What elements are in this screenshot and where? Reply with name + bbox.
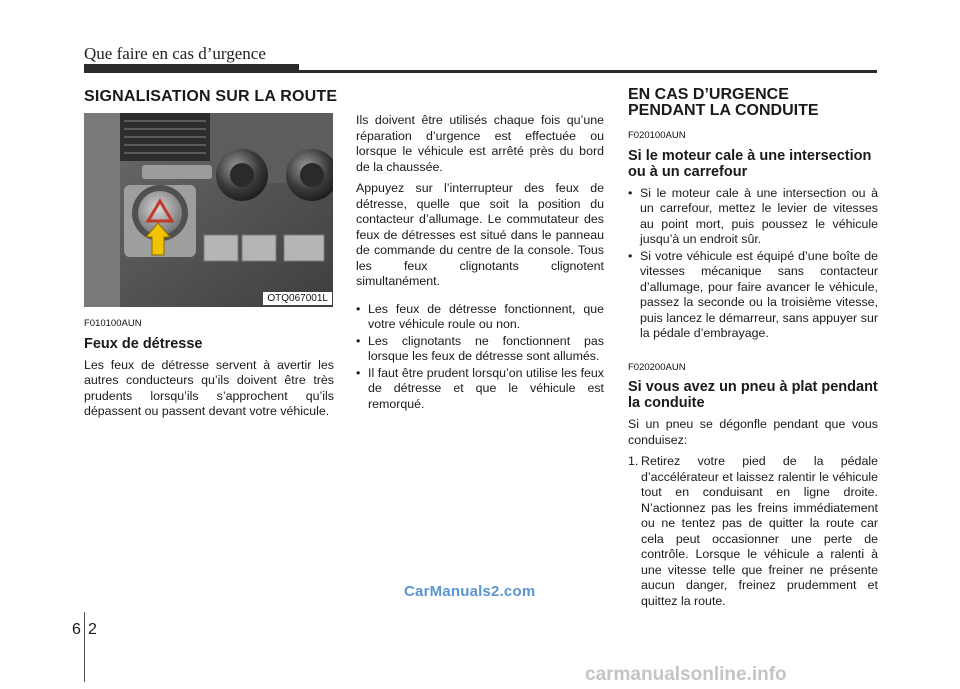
right-column bbox=[628, 128, 878, 615]
watermark-link[interactable]: CarManuals2.com bbox=[404, 583, 536, 600]
bullet-list bbox=[356, 302, 604, 413]
subsection-title: Feux de détresse bbox=[84, 335, 203, 352]
page-section-number: 6 bbox=[72, 621, 81, 638]
footer-watermark: carmanualsonline.info bbox=[585, 664, 787, 685]
photo-caption: OTQ067001L bbox=[263, 292, 332, 305]
list-item: • Si le moteur cale à une intersection ou à un carrefour, mettez le levier de vitesses au point mort, puis poussez le véhicule jusqu’à un endroit sûr. bbox=[628, 185, 878, 246]
dashboard-illustration bbox=[84, 113, 333, 307]
paragraph: Si un pneu se dégonfle pendant que vous conduisez: bbox=[628, 417, 878, 447]
paragraph: Appuyez sur l’interrupteur des feux de détresse, quelle que soit la position du contacteur d’allumage. Le commutateur des feux de détresses est situé dans le panneau de commande du centre de la console. Tous les feux clignotants clignotent simultanément. bbox=[356, 181, 604, 288]
page-number: 2 bbox=[88, 621, 97, 638]
list-item: • Les feux de détresse fonctionnent, que votre véhicule roule ou non. bbox=[356, 301, 604, 331]
section-title-urgence-line2: PENDANT LA CONDUITE bbox=[628, 102, 819, 119]
section-title-urgence bbox=[628, 87, 878, 119]
hazard-switch-photo bbox=[84, 113, 333, 307]
list-item: • Il faut être prudent lorsqu’on utilise les feux de détresse et que le véhicule est remorqué. bbox=[356, 365, 604, 411]
header-rule bbox=[84, 70, 877, 73]
section-title-signalisation: SIGNALISATION SUR LA ROUTE bbox=[84, 88, 338, 105]
list-item: • Si votre véhicule est équipé d’une boîte de vitesses mécanique sans contacteur d’allumage, pour faire avancer le véhicule, passez la seconde ou la troisième vitesse, puis lancez le démarreur, sans appuyer sur la pédale d’embrayage. bbox=[628, 248, 878, 340]
subsection-title: Si vous avez un pneu à plat pendant la conduite bbox=[628, 379, 878, 411]
running-header: Que faire en cas d’urgence bbox=[84, 44, 266, 63]
middle-column bbox=[356, 113, 604, 418]
subsection-title: Si le moteur cale à une intersection ou à un carrefour bbox=[628, 147, 872, 180]
list-item: 1. Retirez votre pied de la pédale d’accélérateur et laissez ralentir le véhicule tout en conduisant en ligne droite. N’actionnez pas les freins immédiatement ou ne tentez pas de quitter la route car cela peut occasionner une perte de contrôle. Lorsque le véhicule a ralenti à une vitesse telle que freiner ne présente aucun danger, freinez prudemment et quittez la route. bbox=[628, 454, 878, 608]
bullet-list bbox=[628, 186, 878, 342]
numbered-list bbox=[628, 454, 878, 609]
section-code: F010100AUN bbox=[84, 318, 142, 329]
page-number-rule bbox=[84, 612, 85, 682]
section-code: F020200AUN bbox=[628, 361, 686, 373]
list-item: • Les clignotants ne fonctionnent pas lorsque les feux de détresse sont allumés. bbox=[356, 333, 604, 363]
paragraph: Ils doivent être utilisés chaque fois qu’une réparation d’urgence est effectuée ou lorsque le véhicule est arrêté près du bord de la chaussée. bbox=[356, 113, 604, 174]
paragraph: Les feux de détresse servent à avertir les autres conducteurs qu’ils doivent être très prudents lorsqu’ils s’approchent qu’ils dépassent ou passent devant votre véhicule. bbox=[84, 357, 334, 418]
section-code: F020100AUN bbox=[628, 130, 686, 141]
section-title-urgence-line1: EN CAS D’URGENCE bbox=[628, 86, 789, 103]
left-column bbox=[84, 316, 334, 426]
